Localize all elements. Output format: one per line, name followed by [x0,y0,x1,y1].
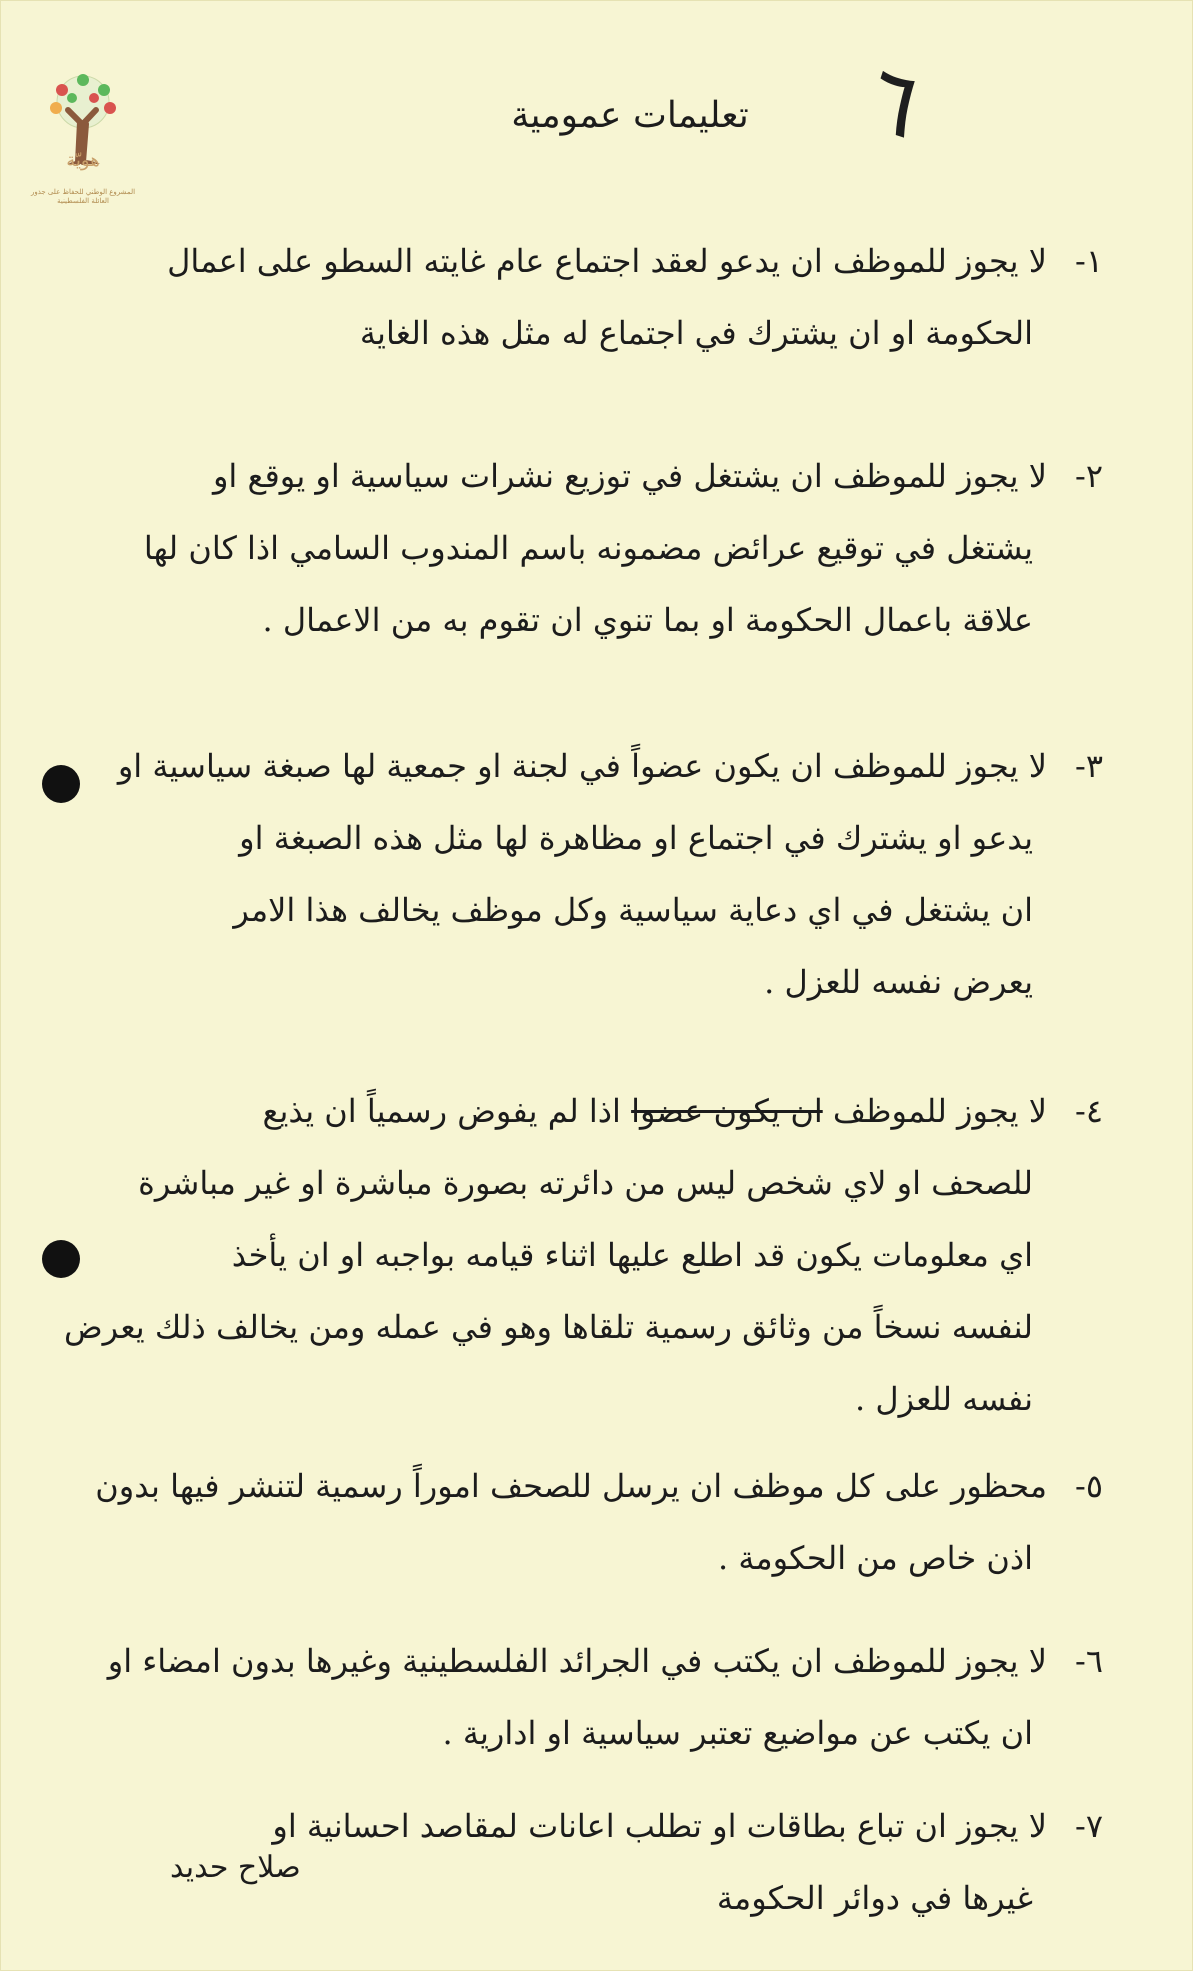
clause-number: ١- [1075,242,1103,280]
clause-line: لا يجوز للموظف ان يكتب في الجرائد الفلسطينية وغيرها بدون امضاء او [107,1642,1047,1680]
clause-line: لا يجوز ان تباع بطاقات او تطلب اعانات لمقاصد احسانية او [272,1807,1047,1845]
clause-number: ٦- [1075,1642,1103,1680]
punch-hole-mark [42,1240,80,1278]
clause-line: علاقة باعمال الحكومة او بما تنوي ان تقوم به من الاعمال . [262,601,1033,639]
document-heading: تعليمات عمومية [511,95,749,136]
clause-line: اذن خاص من الحكومة . [717,1539,1033,1577]
clause-line: يعرض نفسه للعزل . [764,963,1033,1001]
signature: صلاح حديد [170,1850,301,1885]
punch-hole-mark [42,765,80,803]
clause-number: ٧- [1075,1807,1103,1845]
clause-line: ان يشتغل في اي دعاية سياسية وكل موظف يخالف هذا الامر [233,891,1033,929]
clause-line: يشتغل في توقيع عرائض مضمونه باسم المندوب السامي اذا كان لها [143,529,1033,567]
clause-line: الحكومة او ان يشترك في اجتماع له مثل هذه الغاية [359,314,1033,352]
clause-6 [108,1625,1103,1769]
clause-line: ان يكتب عن مواضيع تعتبر سياسية او ادارية . [442,1714,1033,1752]
clause-line: محظور على كل موظف ان يرسل للصحف اموراً رسمية لتنشر فيها بدون [95,1467,1047,1505]
clause-line: لا يجوز للموظف ان يكون عضوا اذا لم يفوض رسمياً ان يذيع [262,1092,1047,1130]
clause-line: لا يجوز للموظف ان يشتغل في توزيع نشرات سياسية او يوقع او [212,457,1047,495]
page-mark: ٦ [854,45,934,160]
clause-line: غيرها في دوائر الحكومة [716,1879,1033,1917]
clause-line: لا يجوز للموظف ان يدعو لعقد اجتماع عام غايته السطو على اعمال [167,242,1047,280]
clause-3 [118,730,1103,1018]
logo-caption: المشروع الوطني للحفاظ على جذور العائلة الفلسطينية [30,188,136,205]
clause-line: لا يجوز للموظف ان يكون عضواً في لجنة او جمعية لها صبغة سياسية او [117,747,1047,785]
logo-word: هويّة [66,150,100,171]
clause-5 [95,1450,1103,1594]
family-tree-logo-icon [38,52,128,202]
clause-line: اي معلومات يكون قد اطلع عليها اثناء قيامه بواجبه او ان يأخذ [231,1236,1033,1274]
clause-line: نفسه للعزل . [855,1380,1033,1418]
struck-text: ان يكون عضوا [631,1092,823,1130]
clause-4 [64,1075,1103,1435]
clause-number: ٣- [1075,747,1103,785]
clause-number: ٢- [1075,457,1103,495]
clause-number: ٤- [1075,1092,1103,1130]
clause-2 [144,440,1103,656]
clause-number: ٥- [1075,1467,1103,1505]
clause-7 [272,1790,1103,1934]
clause-line: يدعو او يشترك في اجتماع او مظاهرة لها مثل هذه الصبغة او [239,819,1033,857]
clause-line: للصحف او لاي شخص ليس من دائرته بصورة مباشرة او غير مباشرة [138,1164,1033,1202]
clause-line: لنفسه نسخاً من وثائق رسمية تلقاها وهو في عمله ومن يخالف ذلك يعرض [63,1308,1033,1346]
clause-1 [167,225,1103,369]
